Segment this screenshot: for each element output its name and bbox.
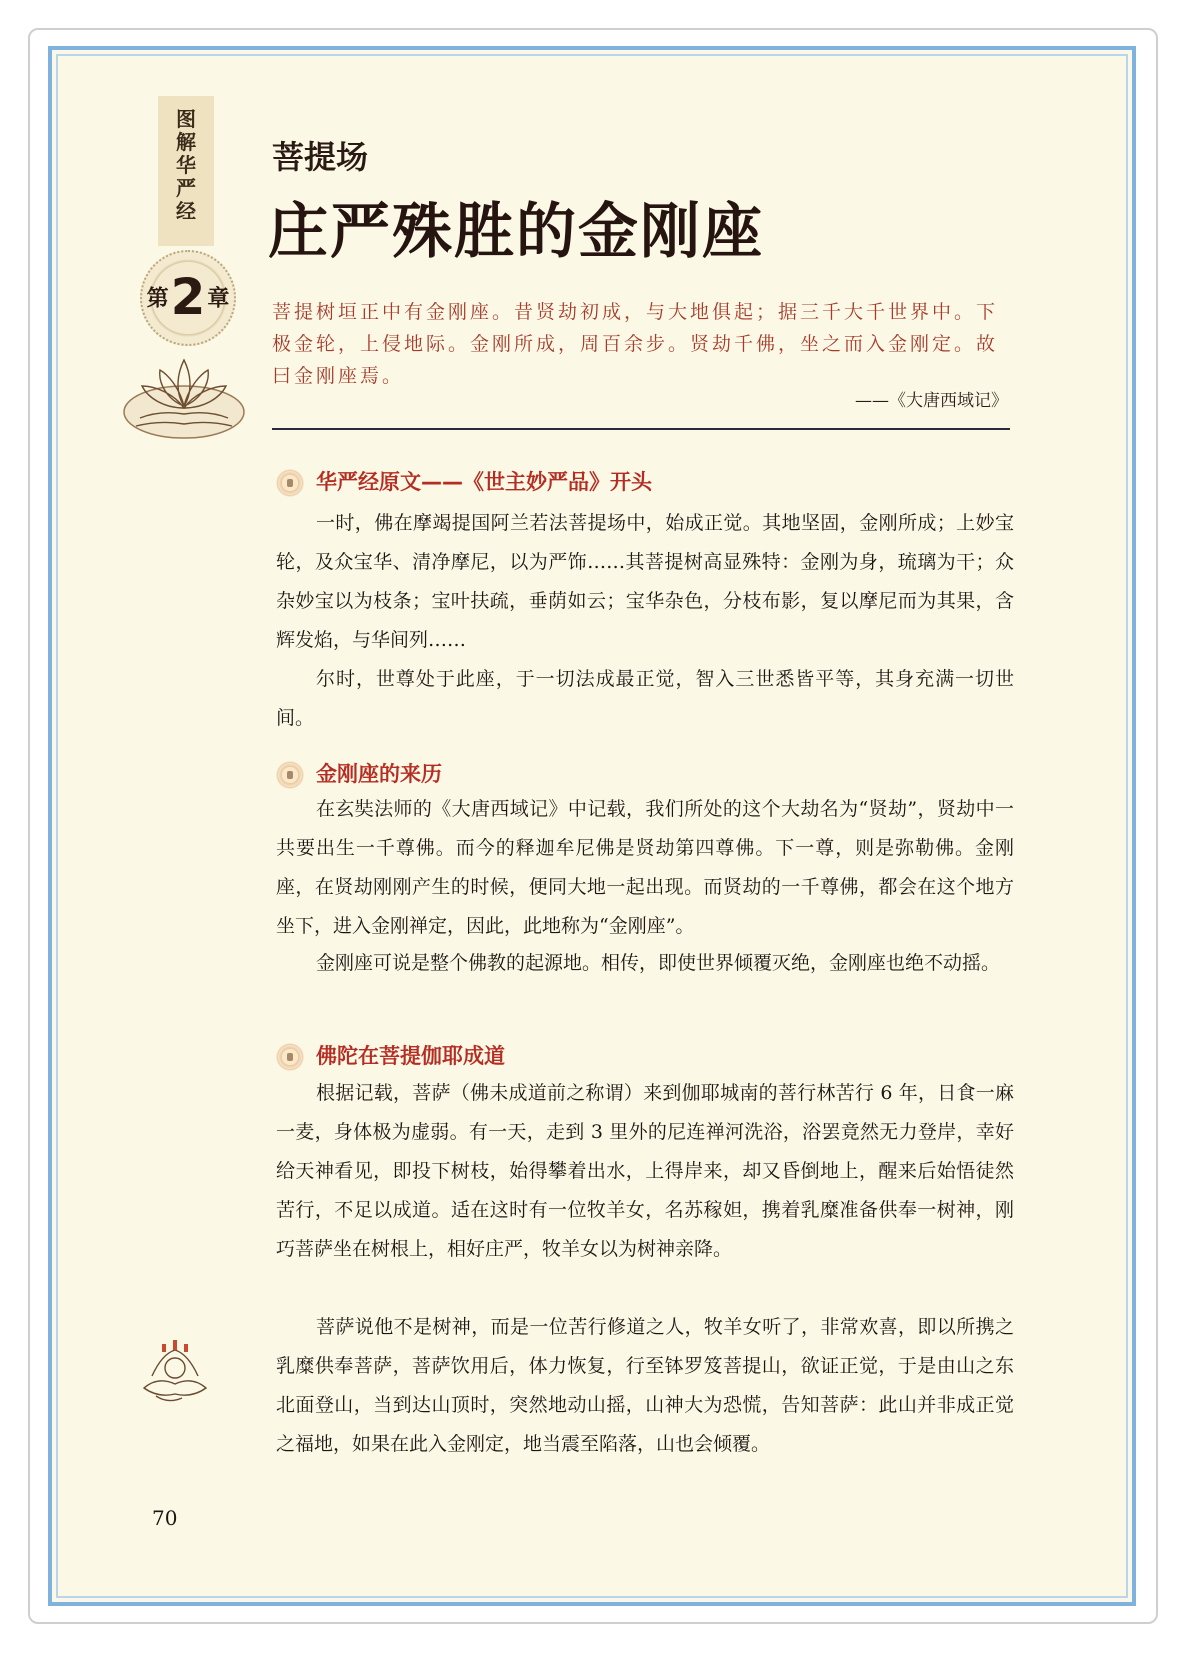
- paragraph: 金刚座可说是整个佛教的起源地。相传，即使世界倾覆灭绝，金刚座也绝不动摇。: [316, 952, 1001, 974]
- lotus-icon: [120, 340, 248, 444]
- chapter-label: [140, 268, 236, 326]
- epigraph-source: ——《大唐西域记》: [855, 391, 1008, 411]
- section-heading-3: [276, 1040, 505, 1071]
- divider: [272, 428, 1010, 430]
- chapter-suffix: 章: [207, 286, 230, 312]
- section-heading-1: [276, 466, 652, 497]
- side-tab-label: 图解华严经: [176, 107, 196, 223]
- paragraph: 菩萨说他不是树神，而是一位苦行修道之人，牧羊女听了，非常欢喜，即以所携之乳糜供奉菩萨，菩萨饮用后，体力恢复，行至钵罗笈菩提山，欲证正觉，于是由山之东北面登山，当到达山顶时，突然地动山摇，山神大为恐慌，告知菩萨：此山并非成正觉之福地，如果在此入金刚定，地当震至陷落，山也会倾覆。: [276, 1316, 1014, 1455]
- lotus-bullet-icon: [276, 761, 304, 789]
- paragraph: 尔时，世尊处于此座，于一切法成最正觉，智入三世悉皆平等，其身充满一切世间。: [276, 668, 1014, 729]
- section-heading-text: 华严经原文——《世主妙严品》开头: [316, 470, 652, 494]
- page-number: 70: [152, 1506, 178, 1530]
- dharma-wheel-icon: [138, 1336, 212, 1406]
- paragraph: 根据记载，菩萨（佛未成道前之称谓）来到伽耶城南的菩行林苦行 6 年，日食一麻一麦，身体极为虚弱。有一天，走到 3 里外的尼连禅河洗浴，浴罢竟然无力登岸，幸好给天神看见，即投下树枝，始得攀着出水，上得岸来，却又昏倒地上，醒来后始悟徒然苦行，不足以成道。适在这时有一位牧羊女，名苏稼妲，携着乳糜准备供奉一树神，刚巧菩萨坐在树根上，相好庄严，牧羊女以为树神亲降。: [276, 1082, 1014, 1260]
- paragraph: 在玄奘法师的《大唐西域记》中记载，我们所处的这个大劫名为“贤劫”，贤劫中一共要出生一千尊佛。而今的释迦牟尼佛是贤劫第四尊佛。下一尊，则是弥勒佛。金刚座，在贤劫刚刚产生的时候，便同大地一起出现。而贤劫的一千尊佛，都会在这个地方坐下，进入金刚禅定，因此，此地称为“金刚座”。: [276, 798, 1014, 937]
- page-subtitle: 菩提场: [272, 138, 369, 176]
- lotus-bullet-icon: [276, 1043, 304, 1071]
- section-heading-2: [276, 758, 442, 789]
- paragraph: 一时，佛在摩竭提国阿兰若法菩提场中，始成正觉。其地坚固，金刚所成；上妙宝轮，及众宝华、清净摩尼，以为严饰……其菩提树高显殊特：金刚为身，琉璃为干；众杂妙宝以为枝条；宝叶扶疏，垂荫如云；宝华杂色，分枝布影，复以摩尼而为其果，含辉发焰，与华间列……: [276, 512, 1014, 651]
- section-heading-text: 金刚座的来历: [316, 762, 442, 786]
- epigraph-quote: 菩提树垣正中有金刚座。昔贤劫初成，与大地俱起；据三千大千世界中。下极金轮，上侵地际。金刚所成，周百余步。贤劫千佛，坐之而入金刚定。故曰金刚座焉。: [272, 301, 999, 387]
- chapter-prefix: 第: [146, 286, 169, 312]
- chapter-number: 2: [170, 268, 206, 326]
- page-title: 庄严殊胜的金刚座: [268, 197, 764, 267]
- section-heading-text: 佛陀在菩提伽耶成道: [316, 1044, 505, 1068]
- lotus-bullet-icon: [276, 469, 304, 497]
